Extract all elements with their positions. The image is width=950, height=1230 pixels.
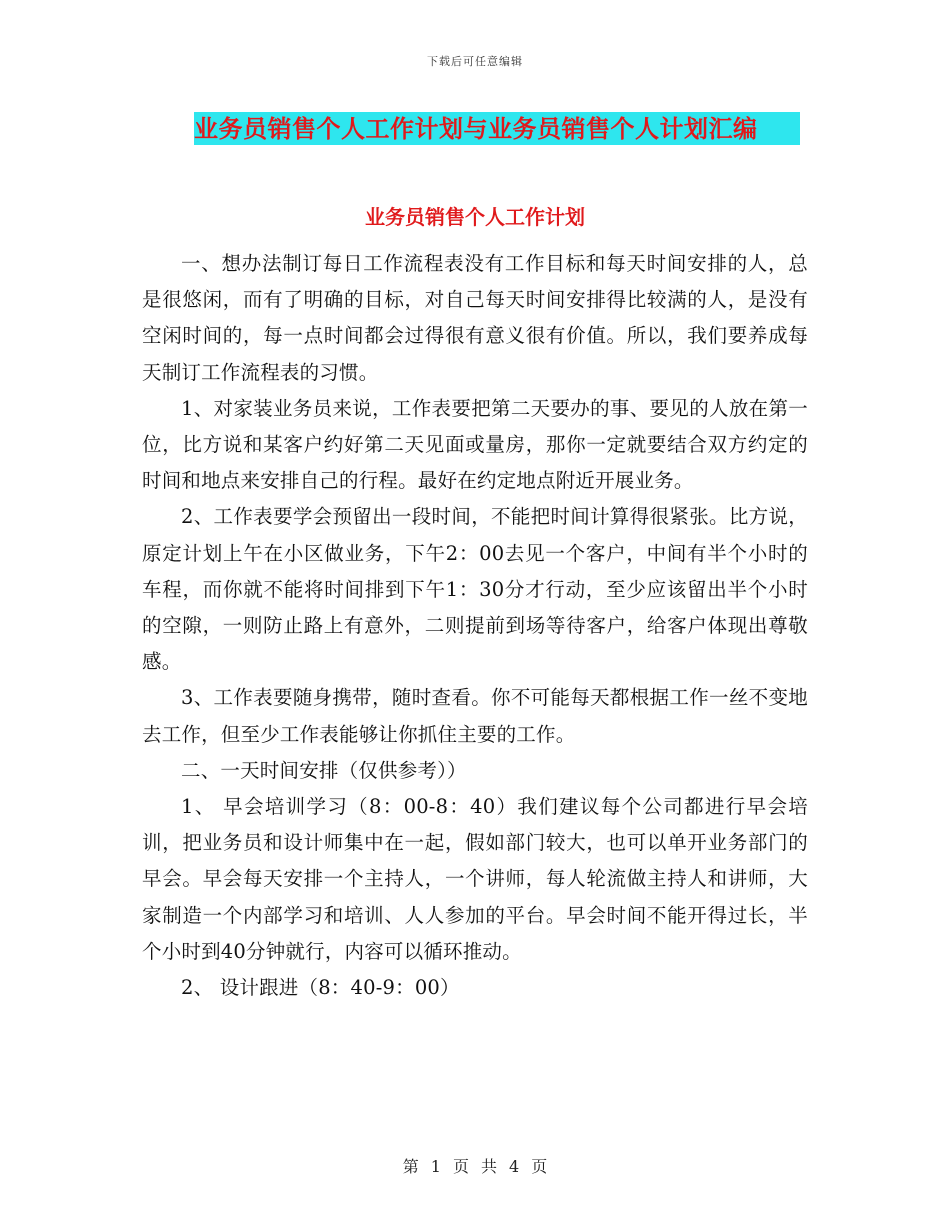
paragraph: 2、工作表要学会预留出一段时间，不能把时间计算得很紧张。比方说，原定计划上午在小区做业务，下午2：00去见一个客户，中间有半个小时的车程，而你就不能将时间排到下午1：30分才行动，至少应该留出半个小时的空隙，一则防止路上有意外，二则提前到场等待客户，给客户体现出尊敬感。 [142, 505, 808, 674]
main-title: 业务员销售个人工作计划与业务员销售个人计划汇编 [194, 114, 758, 143]
paragraph: 二、一天时间安排（仅供参考）） [181, 758, 467, 782]
document-body [142, 246, 808, 1006]
footer-total-pages: 4 [509, 1157, 520, 1176]
paragraph: 2、 设计跟进（8：40-9：00） [181, 976, 460, 1000]
footer-suffix: 页 [531, 1157, 548, 1176]
footer-prefix: 第 [402, 1157, 419, 1176]
section-title: 业务员销售个人工作计划 [365, 205, 585, 229]
paragraph: 一、想办法制订每日工作流程表没有工作目标和每天时间安排的人，总是很悠闲，而有了明确的目标，对自己每天时间安排得比较满的人，是没有空闲时间的，每一点时间都会过得很有意义很有价值。所以，我们要养成每天制订工作流程表的习惯。 [142, 252, 808, 384]
paragraph: 1、对家装业务员来说，工作表要把第二天要办的事、要见的人放在第一位，比方说和某客户约好第二天见面或量房，那你一定就要结合双方约定的时间和地点来安排自己的行程。最好在约定地点附近开展业务。 [142, 396, 808, 493]
footer-total-label: 共 [481, 1157, 498, 1176]
page-footer [0, 1154, 950, 1177]
main-title-highlight [194, 112, 800, 145]
paragraph: 1、 早会培训学习（8：00-8：40）我们建议每个公司都进行早会培训，把业务员和设计师集中在一起，假如部门较大，也可以单开业务部门的早会。早会每天安排一个主持人，一个讲师，每人轮流做主持人和讲师，大家制造一个内部学习和培训、人人参加的平台。早会时间不能开得过长，半个小时到40分钟就行，内容可以循环推动。 [142, 795, 808, 963]
footer-page-label: 页 [452, 1157, 469, 1176]
footer-page-number: 1 [430, 1157, 441, 1176]
paragraph: 3、工作表要随身携带，随时查看。你不可能每天都根据工作一丝不变地去工作，但至少工作表能够让你抓住主要的工作。 [142, 686, 808, 746]
header-note: 下载后可任意编辑 [427, 55, 523, 68]
